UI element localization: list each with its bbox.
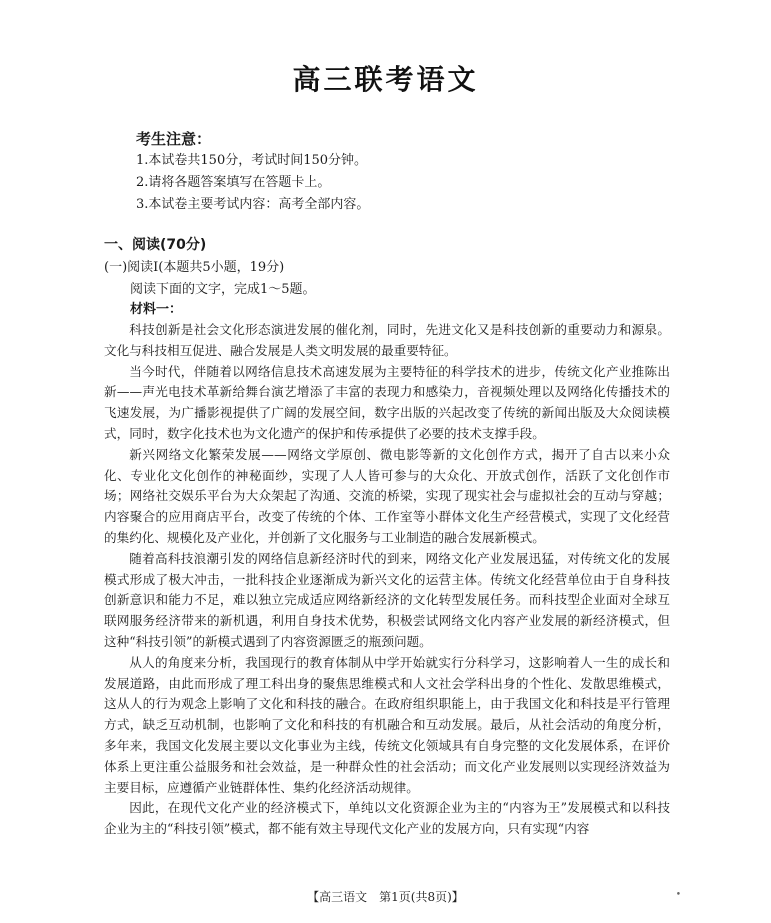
reading-passage	[104, 320, 670, 840]
paragraph: 新兴网络文化繁荣发展——网络文学原创、微电影等新的文化创作方式，揭开了自古以来小众化、专业化文化创作的神秘面纱，实现了人人皆可参与的大众化、开放式创作，活跃了文化创作市场；网络社交娱乐平台为大众架起了沟通、交流的桥梁，实现了现实社会与虚拟社会的互动与穿越；内容聚合的应用商店平台，改变了传统的个体、工作室等小群体文化生产经营模式，实现了文化经营的集约化、规模化及产业化，并创新了文化服务与工业制造的融合发展新模式。	[104, 446, 670, 545]
page-footer: 【高三语文 第1页(共8页)】	[307, 890, 464, 904]
paragraph: 因此，在现代文化产业的经济模式下，单纯以文化资源企业为主的“内容为王”发展模式和以科技企业为主的“科技引领”模式，都不能有效主导现代文化产业的发展方向，只有实现“内容	[104, 800, 670, 837]
subsection-heading: (一)阅读Ⅰ(本题共5小题，19分)	[104, 260, 285, 275]
section-heading: 一、阅读(70分)	[104, 237, 207, 253]
notice-block	[136, 128, 696, 216]
exam-title: 高三联考语文	[292, 63, 479, 96]
material-label: 材料一：	[130, 302, 183, 317]
paragraph: 随着高科技浪潮引发的网络信息新经济时代的到来，网络文化产业发展迅猛，对传统文化的发展模式形成了极大冲击，一批科技企业逐渐成为新兴文化的运营主体。传统文化经营单位由于自身科技创新意识和能力不足，难以独立完成适应网络新经济的文化转型发展任务。而科技型企业面对全球互联网服务经济带来的新机遇，利用自身技术优势，积极尝试网络文化内容产业发展的新经济模式，但这种“科技引领”的新模式遇到了内容资源匮乏的瓶颈问题。	[104, 550, 670, 649]
notice-item: 3.本试卷主要考试内容：高考全部内容。	[136, 197, 370, 212]
paragraph: 当今时代，伴随着以网络信息技术高速发展为主要特征的科学技术的进步，传统文化产业推陈出新——声光电技术革新给舞台演艺增添了丰富的表现力和感染力，音视频处理以及网络化传播技术的飞速发展，为广播影视提供了广阔的发展空间，数字出版的兴起改变了传统的新闻出版及大众阅读模式，同时，数字化技术也为文化遗产的保护和传承提供了必要的技术支撑手段。	[104, 363, 670, 441]
notice-heading: 考生注意：	[136, 130, 212, 148]
corner-mark: •	[675, 890, 681, 900]
paragraph: 从人的角度来分析，我国现行的教育体制从中学开始就实行分科学习，这影响着人一生的成长和发展道路，由此而形成了理工科出身的聚焦思维模式和人文社会学科出身的个性化、发散思维模式，这从人的行为观念上影响了文化和科技的融合。在政府组织职能上，由于我国文化和科技是平行管理方式，缺乏互动机制，也影响了文化和科技的有机融合和互动发展。最后，从社会活动的角度分析，多年来，我国文化发展主要以文化事业为主线，传统文化领域具有自身完整的文化发展体系，在评价体系上更注重公益服务和社会效益，是一种群众性的社会活动；而文化产业发展则以实现经济效益为主要目标，应遵循产业链群体性、集约化经济活动规律。	[104, 654, 670, 795]
notice-item: 2.请将各题答案填写在答题卡上。	[136, 175, 331, 190]
notice-item: 1.本试卷共150分，考试时间150分钟。	[136, 153, 368, 168]
paragraph: 科技创新是社会文化形态演进发展的催化剂，同时，先进文化又是科技创新的重要动力和源泉。文化与科技相互促进、融合发展是人类文明发展的最重要特征。	[104, 322, 670, 358]
instruction-text: 阅读下面的文字，完成1～5题。	[130, 282, 316, 297]
